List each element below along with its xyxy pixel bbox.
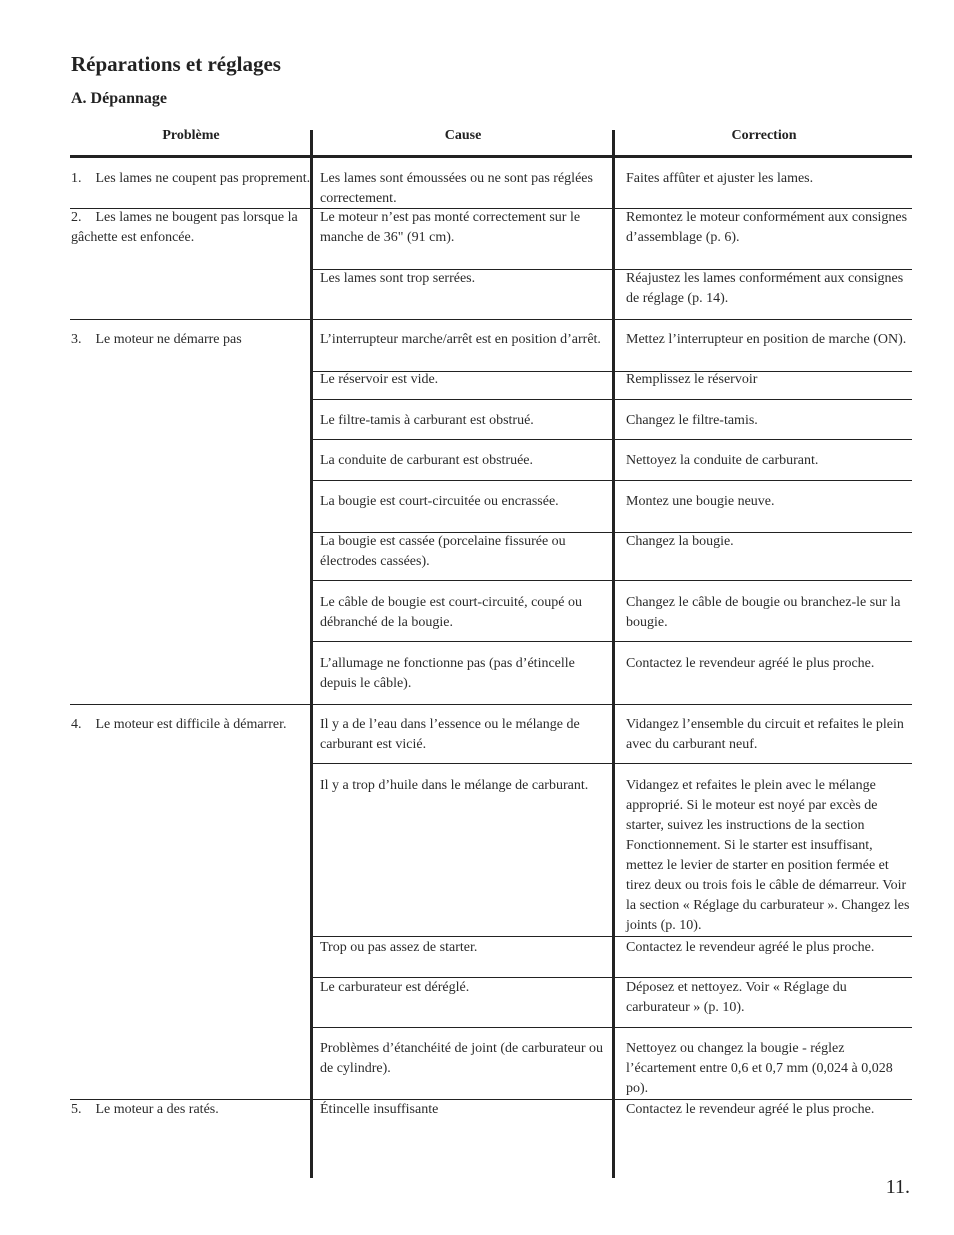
cause-cell: La conduite de carburant est obstruée. [320, 453, 534, 468]
correction-cell: Faites affûter et ajuster les lames. [626, 171, 814, 186]
row-divider [312, 580, 912, 581]
cause-cell: Le filtre-tamis à carburant est obstrué. [320, 413, 534, 428]
correction-cell: Vidangez et refaites le plein avec le mélange approprié. Si le moteur est noyé par excès de starter, suivez les instructions de la section Fonctionnement. Si le starter est insuffisant, mettez le levier de starter en position fermée et tirez deux ou trois fois le câble de démarreur. Voir la section « Réglage du carburateur ». Changez les joints (p. 10). [626, 778, 910, 933]
problem-cell: 1. Les lames ne coupent pas proprement. [71, 171, 311, 186]
cause-cell: Le moteur n’est pas monté correctement sur le manche de 36" (91 cm). [320, 210, 581, 245]
header-rule [70, 155, 912, 158]
correction-cell: Réajustez les lames conformément aux consignes de réglage (p. 14). [626, 271, 904, 306]
cause-cell: L’interrupteur marche/arrêt est en position d’arrêt. [320, 332, 601, 347]
correction-cell: Nettoyez la conduite de carburant. [626, 453, 819, 468]
cause-cell: Les lames sont émoussées ou ne sont pas réglées correctement. [320, 171, 593, 206]
correction-cell: Vidangez l’ensemble du circuit et refaites le plein avec du carburant neuf. [626, 717, 904, 752]
problem-cell: 2. Les lames ne bougent pas lorsque la gâchette est enfoncée. [71, 210, 298, 245]
row-divider [312, 399, 912, 400]
page-title: Réparations et réglages [71, 52, 281, 76]
correction-cell: Changez la bougie. [626, 534, 734, 549]
problem-cell: 3. Le moteur ne démarre pas [71, 332, 242, 347]
correction-cell: Changez le câble de bougie ou branchez-le sur la bougie. [626, 595, 901, 630]
row-divider [312, 763, 912, 764]
cause-cell: Étincelle insuffisante [320, 1102, 439, 1117]
column-header-cause: Cause [444, 128, 482, 143]
section-title: A. Dépannage [71, 90, 168, 107]
correction-cell: Mettez l’interrupteur en position de marche (ON). [626, 332, 907, 347]
correction-cell: Remontez le moteur conformément aux consignes d’assemblage (p. 6). [626, 210, 908, 245]
cause-cell: Le câble de bougie est court-circuité, coupé ou débranché de la bougie. [320, 595, 582, 630]
cause-cell: Trop ou pas assez de starter. [320, 940, 478, 955]
correction-cell: Montez une bougie neuve. [626, 494, 775, 509]
cause-cell: Les lames sont trop serrées. [320, 271, 476, 286]
cause-cell: L’allumage ne fonctionne pas (pas d’étincelle depuis le câble). [320, 656, 575, 691]
column-header-problem: Problème [162, 128, 220, 143]
cause-cell: Le carburateur est déréglé. [320, 980, 470, 995]
correction-cell: Contactez le revendeur agréé le plus proche. [626, 1102, 875, 1117]
correction-cell: Remplissez le réservoir [626, 372, 758, 387]
column-header-correction: Correction [731, 128, 797, 143]
cause-cell: La bougie est court-circuitée ou encrassée. [320, 494, 559, 509]
column-divider [310, 130, 313, 1178]
page-number: 11. [885, 1176, 910, 1198]
row-divider [312, 480, 912, 481]
row-divider [312, 439, 912, 440]
correction-cell: Nettoyez ou changez la bougie - réglez l’écartement entre 0,6 et 0,7 mm (0,024 à 0,028 po). [626, 1041, 893, 1096]
correction-cell: Contactez le revendeur agréé le plus proche. [626, 656, 875, 671]
correction-cell: Contactez le revendeur agréé le plus proche. [626, 940, 875, 955]
row-divider [70, 704, 912, 705]
problem-cell: 5. Le moteur a des ratés. [71, 1102, 219, 1117]
correction-cell: Changez le filtre-tamis. [626, 413, 758, 428]
row-divider [70, 319, 912, 320]
correction-cell: Déposez et nettoyez. Voir « Réglage du carburateur » (p. 10). [626, 980, 847, 1015]
cause-cell: La bougie est cassée (porcelaine fissurée ou électrodes cassées). [320, 534, 566, 569]
problem-cell: 4. Le moteur est difficile à démarrer. [71, 717, 287, 732]
cause-cell: Le réservoir est vide. [320, 372, 439, 387]
row-divider [312, 936, 912, 937]
cause-cell: Problèmes d’étanchéité de joint (de carburateur ou de cylindre). [320, 1041, 603, 1076]
cause-cell: Il y a trop d’huile dans le mélange de carburant. [320, 778, 589, 793]
row-divider [312, 641, 912, 642]
cause-cell: Il y a de l’eau dans l’essence ou le mélange de carburant est vicié. [320, 717, 580, 752]
row-divider [312, 1027, 912, 1028]
